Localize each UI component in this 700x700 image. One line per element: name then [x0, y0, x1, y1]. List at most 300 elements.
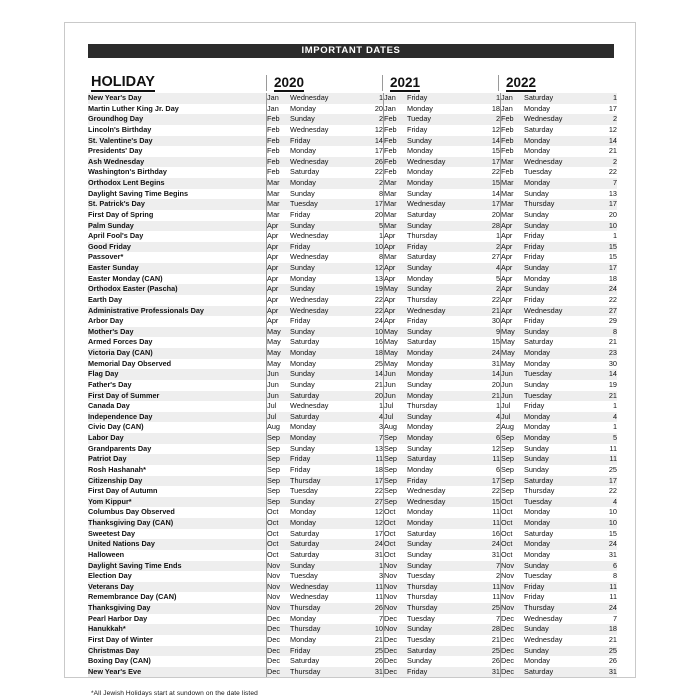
weekday-cell-2020: Wednesday: [290, 157, 353, 168]
day-cell-2021: 12: [470, 444, 501, 455]
table-row: [88, 667, 617, 678]
weekday-cell-2021: Monday: [407, 348, 470, 359]
day-cell-2022: 20: [587, 210, 617, 221]
table-row: [88, 603, 617, 614]
weekday-cell-2022: Sunday: [524, 646, 587, 657]
month-cell-2021: Nov: [384, 624, 408, 635]
weekday-cell-2020: Sunday: [290, 114, 353, 125]
day-cell-2021: 6: [470, 465, 501, 476]
month-cell-2022: Jul: [501, 401, 525, 412]
weekday-cell-2020: Saturday: [290, 550, 353, 561]
month-cell-2021: Mar: [384, 199, 408, 210]
month-cell-2021: May: [384, 284, 408, 295]
weekday-cell-2020: Saturday: [290, 529, 353, 540]
month-cell-2020: Oct: [267, 507, 291, 518]
day-cell-2022: 6: [587, 561, 617, 572]
month-cell-2021: Oct: [384, 518, 408, 529]
day-cell-2020: 17: [353, 146, 384, 157]
day-cell-2022: 15: [587, 529, 617, 540]
day-cell-2021: 21: [470, 306, 501, 317]
day-cell-2021: 11: [470, 592, 501, 603]
holiday-name-cell: Martin Luther King Jr. Day: [88, 104, 267, 115]
weekday-cell-2022: Friday: [524, 401, 587, 412]
holiday-name-cell: Grandparents Day: [88, 444, 267, 455]
weekday-cell-2020: Friday: [290, 465, 353, 476]
weekday-cell-2020: Sunday: [290, 284, 353, 295]
month-cell-2021: Sep: [384, 476, 408, 487]
weekday-cell-2022: Thursday: [524, 486, 587, 497]
month-cell-2020: Apr: [267, 263, 291, 274]
month-cell-2022: Oct: [501, 539, 525, 550]
day-cell-2022: 21: [587, 337, 617, 348]
day-cell-2022: 15: [587, 252, 617, 263]
month-cell-2021: Dec: [384, 614, 408, 625]
day-cell-2020: 18: [353, 465, 384, 476]
month-cell-2021: Dec: [384, 635, 408, 646]
day-cell-2021: 4: [470, 412, 501, 423]
day-cell-2020: 10: [353, 327, 384, 338]
month-cell-2021: Sep: [384, 497, 408, 508]
day-cell-2020: 8: [353, 252, 384, 263]
month-cell-2020: Dec: [267, 624, 291, 635]
month-cell-2020: Dec: [267, 656, 291, 667]
day-cell-2021: 7: [470, 561, 501, 572]
weekday-cell-2021: Monday: [407, 359, 470, 370]
footnote: *All Jewish Holidays start at sundown on the date listed: [91, 690, 258, 698]
table-row: [88, 582, 617, 593]
month-cell-2021: Dec: [384, 646, 408, 657]
table-row: [88, 454, 617, 465]
month-cell-2021: May: [384, 327, 408, 338]
day-cell-2022: 22: [587, 167, 617, 178]
table-row: [88, 369, 617, 380]
weekday-cell-2022: Saturday: [524, 125, 587, 136]
day-cell-2021: 1: [470, 93, 501, 104]
weekday-cell-2021: Thursday: [407, 603, 470, 614]
month-cell-2021: Oct: [384, 529, 408, 540]
month-cell-2022: Dec: [501, 635, 525, 646]
table-row: [88, 93, 617, 104]
weekday-cell-2022: Thursday: [524, 603, 587, 614]
month-cell-2022: Nov: [501, 592, 525, 603]
day-cell-2021: 14: [470, 369, 501, 380]
day-cell-2021: 2: [470, 114, 501, 125]
month-cell-2020: Oct: [267, 529, 291, 540]
weekday-cell-2022: Saturday: [524, 529, 587, 540]
day-cell-2020: 2: [353, 178, 384, 189]
month-cell-2022: Apr: [501, 306, 525, 317]
day-cell-2021: 17: [470, 157, 501, 168]
day-cell-2022: 27: [587, 306, 617, 317]
month-cell-2022: Feb: [501, 136, 525, 147]
weekday-cell-2021: Thursday: [407, 231, 470, 242]
weekday-cell-2020: Sunday: [290, 369, 353, 380]
day-cell-2021: 11: [470, 518, 501, 529]
month-cell-2020: Apr: [267, 316, 291, 327]
day-cell-2020: 7: [353, 433, 384, 444]
day-cell-2022: 1: [587, 93, 617, 104]
day-cell-2021: 15: [470, 178, 501, 189]
weekday-cell-2021: Friday: [407, 667, 470, 678]
weekday-cell-2022: Friday: [524, 316, 587, 327]
day-cell-2021: 26: [470, 656, 501, 667]
month-cell-2020: Apr: [267, 284, 291, 295]
month-cell-2022: Nov: [501, 571, 525, 582]
table-row: [88, 284, 617, 295]
day-cell-2020: 31: [353, 550, 384, 561]
day-cell-2021: 28: [470, 624, 501, 635]
holiday-name-cell: Hanukkah*: [88, 624, 267, 635]
table-row: [88, 221, 617, 232]
table-row: [88, 242, 617, 253]
table-row: [88, 306, 617, 317]
weekday-cell-2021: Sunday: [407, 539, 470, 550]
weekday-cell-2021: Wednesday: [407, 306, 470, 317]
day-cell-2021: 27: [470, 252, 501, 263]
weekday-cell-2022: Sunday: [524, 327, 587, 338]
table-row: [88, 401, 617, 412]
holiday-name-cell: Armed Forces Day: [88, 337, 267, 348]
holiday-name-cell: Passover*: [88, 252, 267, 263]
month-cell-2021: Nov: [384, 582, 408, 593]
month-cell-2021: Mar: [384, 221, 408, 232]
weekday-cell-2022: Wednesday: [524, 306, 587, 317]
table-row: [88, 274, 617, 285]
weekday-cell-2021: Sunday: [407, 550, 470, 561]
day-cell-2020: 7: [353, 614, 384, 625]
month-cell-2020: Mar: [267, 199, 291, 210]
weekday-cell-2020: Saturday: [290, 337, 353, 348]
holiday-name-cell: Thanksgiving Day: [88, 603, 267, 614]
day-cell-2021: 17: [470, 476, 501, 487]
month-cell-2021: Feb: [384, 125, 408, 136]
day-cell-2021: 6: [470, 433, 501, 444]
month-cell-2022: Dec: [501, 614, 525, 625]
day-cell-2022: 21: [587, 391, 617, 402]
holiday-name-cell: Independence Day: [88, 412, 267, 423]
month-cell-2022: Mar: [501, 199, 525, 210]
day-cell-2021: 14: [470, 189, 501, 200]
holiday-name-cell: Good Friday: [88, 242, 267, 253]
month-cell-2022: Jun: [501, 369, 525, 380]
weekday-cell-2021: Thursday: [407, 592, 470, 603]
month-cell-2021: Apr: [384, 263, 408, 274]
month-cell-2021: May: [384, 359, 408, 370]
day-cell-2020: 1: [353, 93, 384, 104]
month-cell-2020: Feb: [267, 146, 291, 157]
weekday-cell-2021: Saturday: [407, 252, 470, 263]
weekday-cell-2021: Monday: [407, 104, 470, 115]
weekday-cell-2022: Tuesday: [524, 391, 587, 402]
weekday-cell-2022: Sunday: [524, 454, 587, 465]
weekday-cell-2022: Monday: [524, 359, 587, 370]
month-cell-2020: Nov: [267, 603, 291, 614]
weekday-cell-2022: Monday: [524, 136, 587, 147]
holiday-name-cell: Sweetest Day: [88, 529, 267, 540]
day-cell-2021: 2: [470, 422, 501, 433]
day-cell-2020: 5: [353, 221, 384, 232]
month-cell-2021: Nov: [384, 592, 408, 603]
weekday-cell-2021: Sunday: [407, 412, 470, 423]
weekday-cell-2022: Monday: [524, 146, 587, 157]
weekday-cell-2020: Sunday: [290, 327, 353, 338]
weekday-cell-2022: Sunday: [524, 561, 587, 572]
month-cell-2021: Sep: [384, 465, 408, 476]
day-cell-2020: 24: [353, 316, 384, 327]
day-cell-2022: 7: [587, 178, 617, 189]
day-cell-2021: 20: [470, 380, 501, 391]
day-cell-2020: 20: [353, 210, 384, 221]
day-cell-2020: 24: [353, 539, 384, 550]
day-cell-2020: 20: [353, 391, 384, 402]
month-cell-2022: May: [501, 327, 525, 338]
day-cell-2021: 9: [470, 327, 501, 338]
day-cell-2020: 4: [353, 412, 384, 423]
month-cell-2022: Oct: [501, 550, 525, 561]
month-cell-2020: Dec: [267, 646, 291, 657]
holiday-name-cell: Christmas Day: [88, 646, 267, 657]
month-cell-2021: May: [384, 337, 408, 348]
month-cell-2021: Mar: [384, 189, 408, 200]
month-cell-2021: Oct: [384, 550, 408, 561]
weekday-cell-2021: Monday: [407, 507, 470, 518]
day-cell-2021: 20: [470, 210, 501, 221]
holiday-name-cell: St. Valentine's Day: [88, 136, 267, 147]
holiday-name-cell: Election Day: [88, 571, 267, 582]
important-dates-table: [88, 93, 618, 677]
day-cell-2021: 22: [470, 486, 501, 497]
month-cell-2020: Apr: [267, 252, 291, 263]
holiday-name-cell: Easter Monday (CAN): [88, 274, 267, 285]
day-cell-2021: 22: [470, 167, 501, 178]
weekday-cell-2021: Saturday: [407, 529, 470, 540]
day-cell-2020: 3: [353, 571, 384, 582]
holiday-name-cell: Easter Sunday: [88, 263, 267, 274]
weekday-cell-2021: Sunday: [407, 284, 470, 295]
holiday-name-cell: Father's Day: [88, 380, 267, 391]
month-cell-2022: Nov: [501, 603, 525, 614]
weekday-cell-2021: Wednesday: [407, 497, 470, 508]
day-cell-2022: 31: [587, 550, 617, 561]
holiday-name-cell: New Year's Eve: [88, 667, 267, 678]
day-cell-2020: 18: [353, 348, 384, 359]
holiday-name-cell: Presidents' Day: [88, 146, 267, 157]
holiday-name-cell: Canada Day: [88, 401, 267, 412]
weekday-cell-2021: Sunday: [407, 380, 470, 391]
day-cell-2021: 24: [470, 539, 501, 550]
holiday-name-cell: Palm Sunday: [88, 221, 267, 232]
month-cell-2020: Aug: [267, 422, 291, 433]
day-cell-2022: 17: [587, 104, 617, 115]
day-cell-2020: 25: [353, 359, 384, 370]
day-cell-2021: 2: [470, 284, 501, 295]
holiday-name-cell: Columbus Day Observed: [88, 507, 267, 518]
day-cell-2022: 19: [587, 380, 617, 391]
table-header-row: [88, 65, 614, 91]
weekday-cell-2021: Tuesday: [407, 614, 470, 625]
table-row: [88, 136, 617, 147]
month-cell-2020: Feb: [267, 157, 291, 168]
weekday-cell-2021: Thursday: [407, 582, 470, 593]
weekday-cell-2021: Sunday: [407, 624, 470, 635]
day-cell-2021: 21: [470, 391, 501, 402]
table-row: [88, 507, 617, 518]
table-row: [88, 539, 617, 550]
month-cell-2021: Feb: [384, 146, 408, 157]
holiday-name-cell: Administrative Professionals Day: [88, 306, 267, 317]
weekday-cell-2021: Thursday: [407, 295, 470, 306]
weekday-cell-2021: Monday: [407, 433, 470, 444]
month-cell-2022: Sep: [501, 454, 525, 465]
month-cell-2021: Apr: [384, 231, 408, 242]
weekday-cell-2022: Tuesday: [524, 369, 587, 380]
weekday-cell-2022: Wednesday: [524, 157, 587, 168]
weekday-cell-2022: Monday: [524, 433, 587, 444]
weekday-cell-2021: Sunday: [407, 327, 470, 338]
month-cell-2020: Sep: [267, 497, 291, 508]
month-cell-2021: Apr: [384, 306, 408, 317]
weekday-cell-2022: Saturday: [524, 667, 587, 678]
month-cell-2021: Jul: [384, 412, 408, 423]
day-cell-2021: 25: [470, 603, 501, 614]
day-cell-2022: 1: [587, 231, 617, 242]
weekday-cell-2021: Monday: [407, 518, 470, 529]
holiday-name-cell: Labor Day: [88, 433, 267, 444]
month-cell-2021: Apr: [384, 316, 408, 327]
day-cell-2022: 31: [587, 667, 617, 678]
day-cell-2022: 13: [587, 189, 617, 200]
month-cell-2022: Mar: [501, 189, 525, 200]
table-row: [88, 518, 617, 529]
month-cell-2020: Dec: [267, 614, 291, 625]
holiday-name-cell: Earth Day: [88, 295, 267, 306]
table-row: [88, 465, 617, 476]
day-cell-2021: 7: [470, 614, 501, 625]
day-cell-2020: 10: [353, 624, 384, 635]
holiday-name-cell: Halloween: [88, 550, 267, 561]
month-cell-2020: Jul: [267, 401, 291, 412]
day-cell-2022: 11: [587, 592, 617, 603]
weekday-cell-2020: Thursday: [290, 476, 353, 487]
day-cell-2022: 1: [587, 401, 617, 412]
weekday-cell-2021: Sunday: [407, 221, 470, 232]
day-cell-2022: 17: [587, 199, 617, 210]
weekday-cell-2020: Monday: [290, 178, 353, 189]
weekday-cell-2021: Saturday: [407, 454, 470, 465]
month-cell-2021: Jun: [384, 391, 408, 402]
month-cell-2022: Sep: [501, 465, 525, 476]
holiday-name-cell: United Nations Day: [88, 539, 267, 550]
month-cell-2021: Apr: [384, 242, 408, 253]
day-cell-2020: 22: [353, 306, 384, 317]
table-row: [88, 295, 617, 306]
month-cell-2021: May: [384, 348, 408, 359]
month-cell-2020: Oct: [267, 539, 291, 550]
month-cell-2021: Jun: [384, 369, 408, 380]
weekday-cell-2020: Sunday: [290, 444, 353, 455]
holiday-name-cell: Daylight Saving Time Ends: [88, 561, 267, 572]
weekday-cell-2022: Monday: [524, 422, 587, 433]
month-cell-2020: Sep: [267, 433, 291, 444]
day-cell-2020: 26: [353, 603, 384, 614]
weekday-cell-2021: Monday: [407, 178, 470, 189]
weekday-cell-2022: Friday: [524, 242, 587, 253]
day-cell-2020: 12: [353, 125, 384, 136]
weekday-cell-2022: Wednesday: [524, 635, 587, 646]
month-cell-2020: Apr: [267, 221, 291, 232]
weekday-cell-2020: Friday: [290, 242, 353, 253]
day-cell-2022: 22: [587, 486, 617, 497]
weekday-cell-2020: Saturday: [290, 412, 353, 423]
weekday-cell-2020: Friday: [290, 646, 353, 657]
day-cell-2022: 17: [587, 263, 617, 274]
month-cell-2022: Apr: [501, 263, 525, 274]
document-content: [88, 44, 617, 698]
weekday-cell-2021: Wednesday: [407, 157, 470, 168]
day-cell-2021: 12: [470, 125, 501, 136]
weekday-cell-2021: Sunday: [407, 656, 470, 667]
weekday-cell-2020: Wednesday: [290, 125, 353, 136]
day-cell-2022: 4: [587, 497, 617, 508]
weekday-cell-2021: Monday: [407, 274, 470, 285]
weekday-cell-2020: Friday: [290, 210, 353, 221]
weekday-cell-2020: Friday: [290, 316, 353, 327]
month-cell-2021: Feb: [384, 114, 408, 125]
day-cell-2022: 14: [587, 369, 617, 380]
weekday-cell-2020: Monday: [290, 348, 353, 359]
month-cell-2020: Feb: [267, 114, 291, 125]
weekday-cell-2021: Monday: [407, 167, 470, 178]
column-header-year-2021: [382, 75, 498, 91]
month-cell-2022: Aug: [501, 422, 525, 433]
month-cell-2020: Apr: [267, 306, 291, 317]
weekday-cell-2022: Monday: [524, 550, 587, 561]
month-cell-2020: Mar: [267, 189, 291, 200]
weekday-cell-2021: Sunday: [407, 189, 470, 200]
day-cell-2022: 10: [587, 221, 617, 232]
day-cell-2022: 17: [587, 476, 617, 487]
holiday-name-cell: Groundhog Day: [88, 114, 267, 125]
month-cell-2021: Nov: [384, 561, 408, 572]
weekday-cell-2021: Sunday: [407, 444, 470, 455]
month-cell-2020: May: [267, 337, 291, 348]
holiday-name-cell: Remembrance Day (CAN): [88, 592, 267, 603]
weekday-cell-2020: Saturday: [290, 167, 353, 178]
weekday-cell-2022: Saturday: [524, 476, 587, 487]
day-cell-2021: 11: [470, 582, 501, 593]
weekday-cell-2022: Wednesday: [524, 114, 587, 125]
holiday-name-cell: Victoria Day (CAN): [88, 348, 267, 359]
day-cell-2022: 30: [587, 359, 617, 370]
important-dates-banner: [88, 44, 614, 58]
weekday-cell-2022: Sunday: [524, 263, 587, 274]
weekday-cell-2022: Wednesday: [524, 614, 587, 625]
month-cell-2021: Jan: [384, 93, 408, 104]
day-cell-2021: 15: [470, 337, 501, 348]
day-cell-2020: 1: [353, 401, 384, 412]
weekday-cell-2021: Sunday: [407, 561, 470, 572]
day-cell-2021: 24: [470, 348, 501, 359]
day-cell-2022: 11: [587, 454, 617, 465]
month-cell-2020: Sep: [267, 444, 291, 455]
month-cell-2021: Sep: [384, 486, 408, 497]
table-row: [88, 327, 617, 338]
holiday-name-cell: April Fool's Day: [88, 231, 267, 242]
day-cell-2020: 22: [353, 295, 384, 306]
weekday-cell-2020: Monday: [290, 146, 353, 157]
holiday-name-cell: Orthodox Lent Begins: [88, 178, 267, 189]
day-cell-2022: 12: [587, 125, 617, 136]
